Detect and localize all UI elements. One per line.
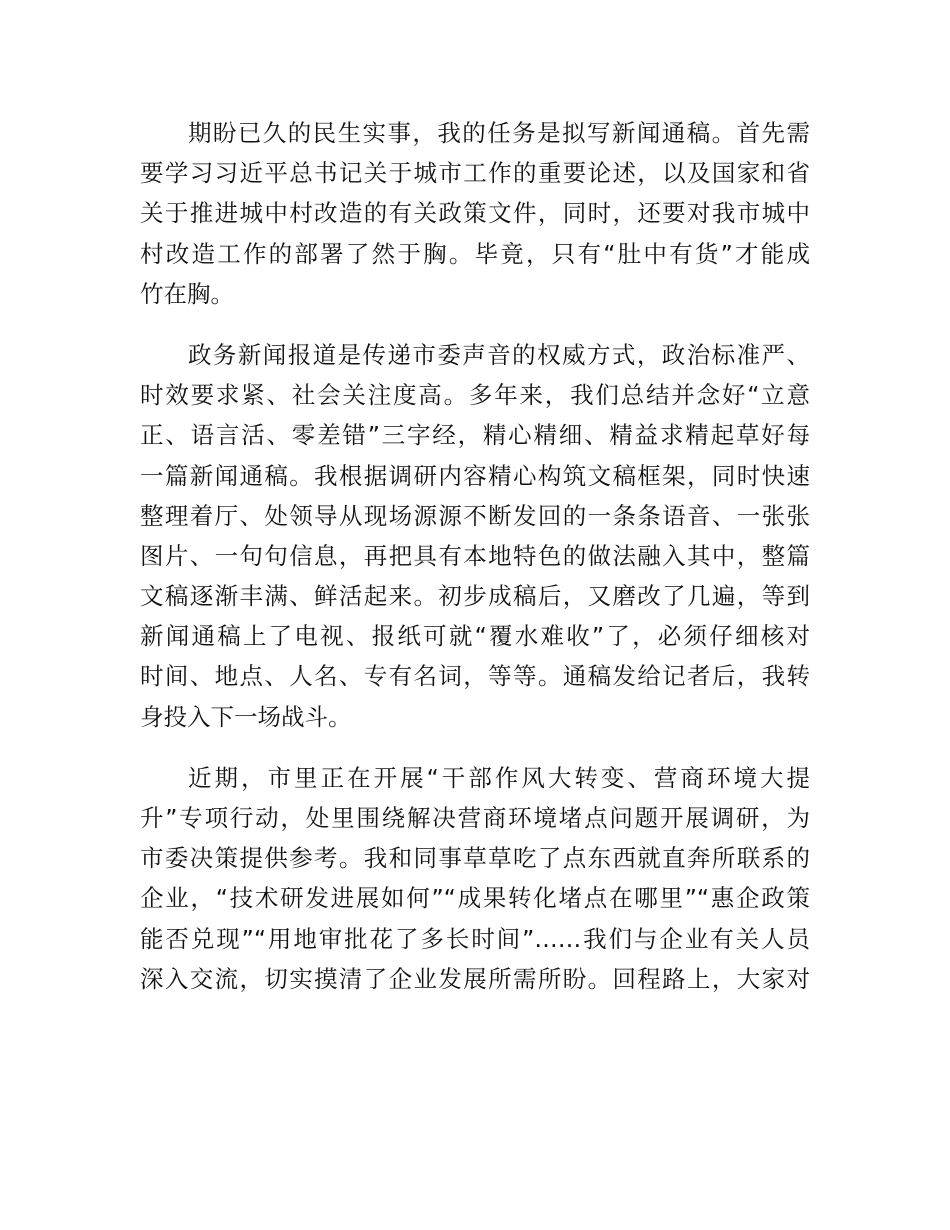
text-line: 市委决策提供参考。我和同事草草吃了点东西就直奔所联系的 xyxy=(140,844,810,873)
text-line: 竹在胸。 xyxy=(140,279,234,308)
text-line: 村改造工作的部署了然于胸。毕竟，只有“肚中有货”才能成 xyxy=(140,239,810,268)
text-line: 要学习习近平总书记关于城市工作的重要论述，以及国家和省 xyxy=(140,159,810,188)
text-line: 一篇新闻通稿。我根据调研内容精心构筑文稿框架，同时快速 xyxy=(140,461,810,490)
text-line: 时效要求紧、社会关注度高。多年来，我们总结并念好“立意 xyxy=(140,381,810,410)
text-line: 图片、一句句信息，再把具有本地特色的做法融入其中，整篇 xyxy=(140,541,810,570)
document-page xyxy=(140,113,810,1020)
text-line: 文稿逐渐丰满、鲜活起来。初步成稿后，又磨改了几遍，等到 xyxy=(140,582,810,611)
paragraph xyxy=(140,335,810,737)
paragraph xyxy=(140,113,810,314)
text-line: 整理着厅、处领导从现场源源不断发回的一条条语音、一张张 xyxy=(140,501,810,530)
text-line: 近期，市里正在开展“干部作风大转变、营商环境大提 xyxy=(188,763,810,792)
paragraph xyxy=(140,758,810,999)
text-line: 正、语言活、零差错”三字经，精心精细、精益求精起草好每 xyxy=(140,421,810,450)
text-line: 深入交流，切实摸清了企业发展所需所盼。回程路上，大家对 xyxy=(140,964,810,993)
text-line: 企业，“技术研发进展如何”“成果转化堵点在哪里”“惠企政策 xyxy=(140,884,810,913)
text-line: 时间、地点、人名、专有名词，等等。通稿发给记者后，我转 xyxy=(140,662,810,691)
text-line: 新闻通稿上了电视、报纸可就“覆水难收”了，必须仔细核对 xyxy=(140,622,810,651)
text-line: 能否兑现”“用地审批花了多长时间”……我们与企业有关人员 xyxy=(140,924,810,953)
text-line: 身投入下一场战斗。 xyxy=(140,702,352,731)
text-line: 政务新闻报道是传递市委声音的权威方式，政治标准严、 xyxy=(188,340,810,369)
text-line: 关于推进城中村改造的有关政策文件，同时，还要对我市城中 xyxy=(140,199,810,228)
text-line: 升”专项行动，处里围绕解决营商环境堵点问题开展调研，为 xyxy=(140,804,810,832)
text-line: 期盼已久的民生实事，我的任务是拟写新闻通稿。首先需 xyxy=(188,119,810,147)
